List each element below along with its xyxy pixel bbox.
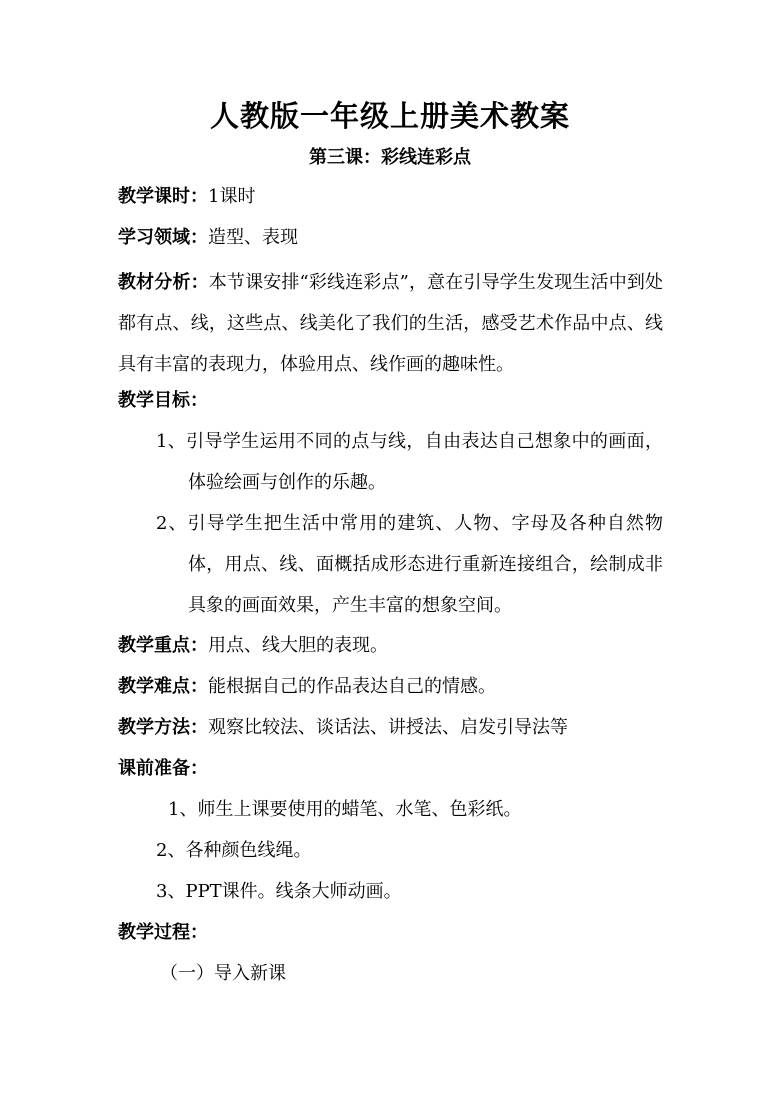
preparation-item-2: 2、各种颜色线绳。: [156, 840, 312, 861]
methods-row: [118, 714, 568, 742]
class-hours-row: [118, 183, 255, 211]
lesson-subtitle: 第三课：彩线连彩点: [309, 147, 471, 168]
preparation-item-1: 1、师生上课要使用的蜡笔、水笔、色彩纸。: [168, 799, 522, 820]
goal-item-1: 1、引导学生运用不同的点与线，自由表达自己想象中的画面，体验绘画与创作的乐趣。: [156, 431, 663, 493]
page-title: 人教版一年级上册美术教案: [209, 99, 570, 133]
field-label: 学习领域：: [118, 227, 208, 248]
methods-label: 教学方法：: [118, 717, 208, 738]
key-point-label: 教学重点：: [118, 635, 208, 656]
goals-label: 教学目标：: [118, 390, 208, 411]
difficulty-value: 能根据自己的作品表达自己的情感。: [208, 676, 496, 697]
field-row: [118, 224, 298, 252]
analysis-label: 教材分析：: [118, 272, 209, 293]
goals-heading: [118, 387, 208, 415]
preparation-heading: [118, 755, 208, 783]
analysis-paragraph: [118, 262, 663, 385]
preparation-item-3: 3、PPT课件。线条大师动画。: [156, 881, 402, 902]
preparation-label: 课前准备：: [118, 758, 208, 779]
process-heading: [118, 919, 208, 947]
process-label: 教学过程：: [118, 922, 208, 943]
methods-value: 观察比较法、谈话法、讲授法、启发引导法等: [208, 717, 568, 738]
key-point-row: [118, 632, 388, 660]
goal-item-2: 2、引导学生把生活中常用的建筑、人物、字母及各种自然物体，用点、线、面概括成形态进行重新连接组合，绘制成非具象的画面效果，产生丰富的想象空间。: [156, 513, 663, 616]
key-point-value: 用点、线大胆的表现。: [208, 635, 388, 656]
field-value: 造型、表现: [208, 227, 298, 248]
class-hours-value: 1课时: [208, 186, 256, 207]
process-item-1: （一）导入新课: [160, 963, 286, 984]
class-hours-label: 教学课时：: [118, 186, 208, 207]
difficulty-label: 教学难点：: [118, 676, 208, 697]
analysis-value: 本节课安排“彩线连彩点”，意在引导学生发现生活中到处都有点、线，这些点、线美化了我们的生活，感受艺术作品中点、线具有丰富的表现力，体验用点、线作画的趣味性。: [118, 272, 663, 375]
difficulty-row: [118, 673, 496, 701]
